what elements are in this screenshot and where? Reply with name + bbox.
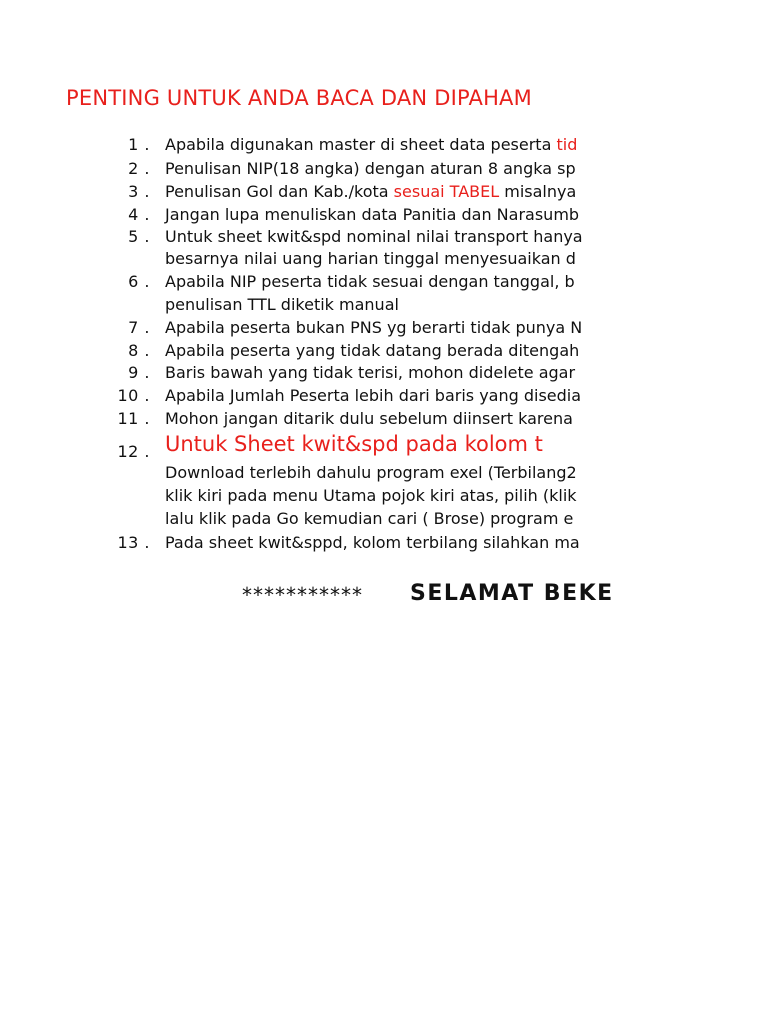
item-text: Baris bawah yang tidak terisi, mohon didelete agar (165, 363, 576, 382)
item-text: Apabila Jumlah Peserta lebih dari baris yang disedia (165, 386, 582, 405)
item-number: 5 . (128, 227, 150, 246)
item-text-highlight: Untuk Sheet kwit&spd pada kolom t (165, 432, 543, 456)
item-number: 9 . (128, 363, 150, 382)
item-number: 1 . (128, 135, 150, 154)
item-number: 3 . (128, 182, 150, 201)
item-number: 6 . (128, 272, 150, 291)
page-title: PENTING UNTUK ANDA BACA DAN DIPAHAM (66, 86, 532, 110)
item-number: 4 . (128, 205, 150, 224)
footer-stars: *********** (242, 583, 363, 607)
item-text: Untuk sheet kwit&spd nominal nilai transport hanya (165, 227, 583, 246)
item-number: 8 . (128, 341, 150, 360)
item-text: Penulisan NIP(18 angka) dengan aturan 8 angka sp (165, 159, 576, 178)
item-text-continued: klik kiri pada menu Utama pojok kiri atas, pilih (klik (165, 486, 577, 505)
item-number: 7 . (128, 318, 150, 337)
footer-text: SELAMAT BEKE (410, 581, 614, 606)
item-text: Pada sheet kwit&sppd, kolom terbilang silahkan ma (165, 533, 580, 552)
item-number: 10 . (117, 386, 150, 405)
item-number: 11 . (117, 409, 150, 428)
item-text: Apabila digunakan master di sheet data peserta tid (165, 135, 578, 154)
item-text-continued: Download terlebih dahulu program exel (Terbilang2 (165, 463, 577, 482)
item-text: Apabila NIP peserta tidak sesuai dengan tanggal, b (165, 272, 575, 291)
item-text-continued: besarnya nilai uang harian tinggal menyesuaikan d (165, 249, 576, 268)
item-number: 13 . (117, 533, 150, 552)
item-text: Jangan lupa menuliskan data Panitia dan Narasumb (165, 205, 580, 224)
item-text-continued: penulisan TTL diketik manual (165, 295, 399, 314)
item-text: Penulisan Gol dan Kab./kota sesuai TABEL misalnya (165, 182, 577, 201)
item-text: Mohon jangan ditarik dulu sebelum diinsert karena (165, 409, 573, 428)
item-text: Apabila peserta bukan PNS yg berarti tidak punya N (165, 318, 583, 337)
item-text: Apabila peserta yang tidak datang berada ditengah (165, 341, 580, 360)
item-text-continued: lalu klik pada Go kemudian cari ( Brose) program e (165, 509, 574, 528)
item-number: 2 . (128, 159, 150, 178)
item-number: 12 . (117, 442, 150, 461)
